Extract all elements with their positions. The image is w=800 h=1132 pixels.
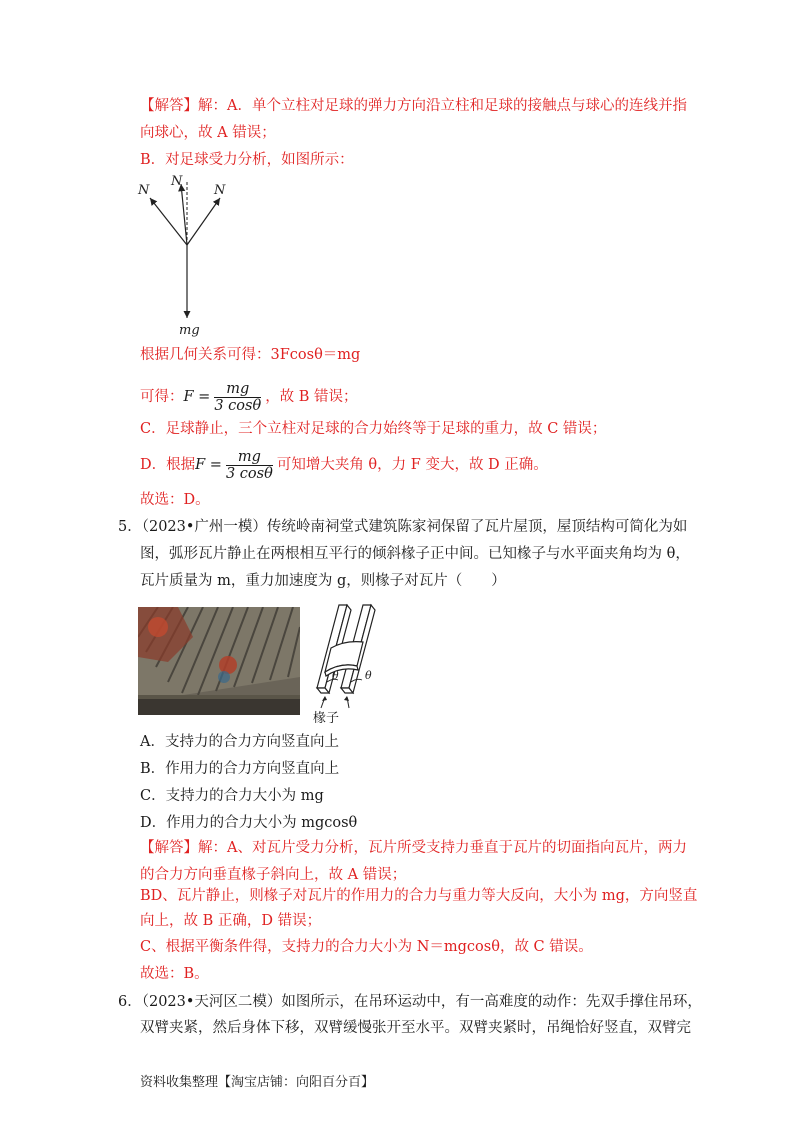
rafter-theta-1: θ xyxy=(332,669,339,682)
q5-answer-line1: 【解答】解：A、对瓦片受力分析，瓦片所受支持力垂直于瓦片的切面指向瓦片，两力 xyxy=(140,840,687,856)
fraction-1 xyxy=(214,381,261,414)
answer4-line2: 向球心，故 A 错误； xyxy=(140,125,276,141)
n-right-arrow xyxy=(187,198,220,245)
force-diagram xyxy=(130,170,240,340)
rafter-label: 椽子 xyxy=(313,711,340,725)
d-prefix: D．根据 xyxy=(140,457,196,473)
fraction-2-denominator: 3 cosθ xyxy=(225,465,273,482)
answer4-line1: 【解答】解：A．单个立柱对足球的弹力方向沿立柱和足球的接触点与球心的连线并指 xyxy=(140,98,687,114)
n-left-label: N xyxy=(138,183,150,198)
q5-line2: 图，弧形瓦片静止在两根相互平行的倾斜椽子正中间。已知椽子与水平面夹角均为 θ， xyxy=(140,546,690,562)
q5-line1: 5．（2023•广州一模）传统岭南祠堂式建筑陈家祠保留了瓦片屋顶，屋顶结构可简化为如 xyxy=(118,519,688,535)
q5-option-a: A．支持力的合力方向竖直向上 xyxy=(140,734,339,750)
q6-line2: 双臂夹紧，然后身体下移，双臂缓慢张开至水平。双臂夹紧时，吊绳恰好竖直，双臂完 xyxy=(140,1020,691,1036)
rafter-diagram xyxy=(305,600,395,725)
n-middle-label: N xyxy=(171,174,183,189)
answer4-choose: 故选：D。 xyxy=(140,492,210,508)
answer4-line3: B．对足球受力分析，如图所示： xyxy=(140,152,354,168)
fraction-1-numerator: mg xyxy=(214,381,261,398)
option-c-analysis: C．足球静止，三个立柱对足球的合力始终等于足球的重力，故 C 错误； xyxy=(140,421,607,437)
rafter-theta-2: θ xyxy=(365,669,372,682)
can-get-suffix: ，故 B 错误； xyxy=(265,389,358,405)
f-equals: F = xyxy=(183,389,211,405)
q5-option-c: C．支持力的合力大小为 mg xyxy=(140,788,324,804)
q5-option-b: B．作用力的合力方向竖直向上 xyxy=(140,761,340,777)
fraction-2-numerator: mg xyxy=(226,449,273,466)
q5-answer-line4: 向上，故 B 正确，D 错误； xyxy=(140,913,322,929)
mg-label: mg xyxy=(179,323,200,338)
q5-answer-line2: 的合力方向垂直椽子斜向上，故 A 错误； xyxy=(140,867,407,883)
d-suffix: 可知增大夹角 θ，力 F 变大，故 D 正确。 xyxy=(276,457,548,473)
q6-line1: 6．（2023•天河区二模）如图所示，在吊环运动中，有一高难度的动作：先双手撑住吊环， xyxy=(118,994,702,1010)
roof-photo xyxy=(138,607,300,715)
fraction-2 xyxy=(226,449,273,482)
f-equals-2: F = xyxy=(195,457,222,473)
n-middle-arrow xyxy=(181,184,187,245)
q5-choose: 故选：B。 xyxy=(140,966,209,982)
q5-answer-line3: BD、瓦片静止，则椽子对瓦片的作用力的合力与重力等大反向，大小为 mg，方向竖直 xyxy=(140,888,698,904)
can-get-prefix: 可得： xyxy=(140,389,184,405)
q5-line3: 瓦片质量为 m，重力加速度为 g，则椽子对瓦片（ ） xyxy=(140,573,506,589)
q5-option-d: D．作用力的合力大小为 mgcosθ xyxy=(140,815,358,831)
option-d-analysis xyxy=(140,448,548,482)
n-right-label: N xyxy=(214,183,226,198)
can-get-line xyxy=(140,380,358,414)
fraction-1-denominator: 3 cosθ xyxy=(214,397,262,414)
q5-answer-line5: C、根据平衡条件得，支持力的合力大小为 N＝mgcosθ，故 C 错误。 xyxy=(140,939,593,955)
n-left-arrow xyxy=(150,198,187,245)
page-footer: 资料收集整理【淘宝店铺：向阳百分百】 xyxy=(140,1075,375,1090)
geometry-relation: 根据几何关系可得：3Fcosθ＝mg xyxy=(140,347,361,363)
